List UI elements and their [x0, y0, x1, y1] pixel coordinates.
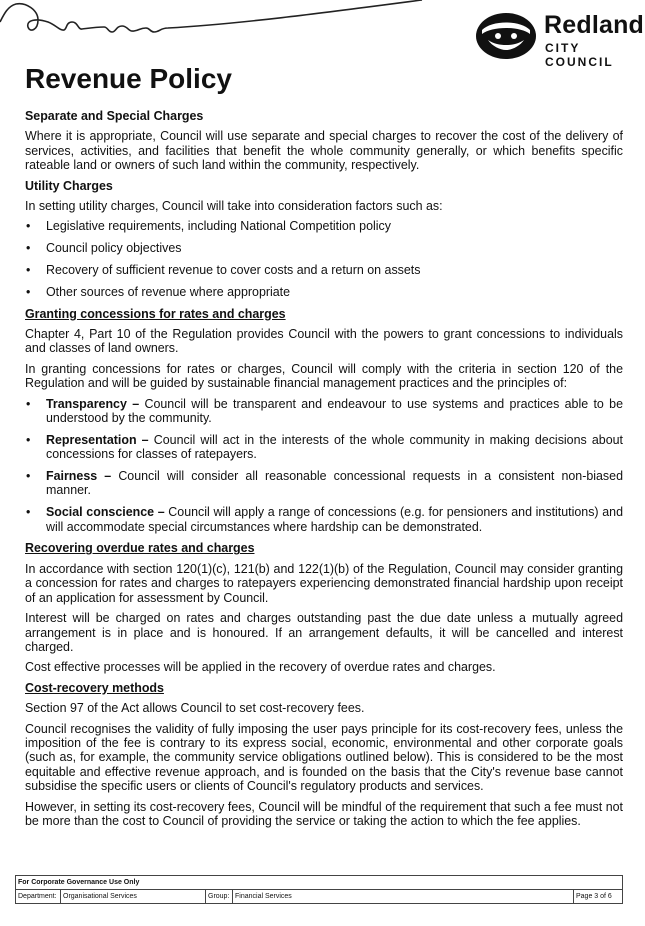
paragraph: Cost effective processes will be applied in the recovery of overdue rates and charges. [25, 660, 496, 675]
page-title: Revenue Policy [25, 63, 232, 94]
paragraph: In accordance with section 120(1)(c), 121(b) and 122(1)(b) of the Regulation, Council may consider granting a concession for rates and charges to ratepayers experiencing demonstrated financial hardship upon receipt of an application for assessment by Council. [25, 561, 623, 605]
principle-text: Council will apply a range of concessions (e.g. for pensioners and institutions) and will accommodate special circumstances where hardship can be demonstrated. [46, 505, 623, 534]
corporate-governance-footer [15, 875, 623, 904]
principles-list [25, 397, 623, 534]
paragraph: In setting utility charges, Council will take into consideration factors such as: [25, 199, 443, 214]
principle-term: Transparency – [46, 396, 140, 411]
paragraph: Interest will be charged on rates and charges outstanding past the due date unless a mutually agreed arrangement is in place and is honoured. If an arrangement defaults, it will be cancelled and interest charged. [25, 611, 623, 654]
list-item: • Recovery of sufficient revenue to cover costs and a return on assets [25, 263, 623, 277]
footer-title: For Corporate Governance Use Only [16, 876, 623, 890]
group-label: Group: [206, 890, 233, 904]
paragraph: In granting concessions for rates or charges, Council will comply with the criteria in section 120 of the Regulation and will be guided by sustainable financial management practices and the principles of: [25, 361, 623, 391]
principle-term: Social conscience – [46, 505, 165, 520]
section-heading-overdue: Recovering overdue rates and charges [25, 541, 255, 556]
utility-factors-list [25, 219, 623, 299]
section-heading-utility-charges: Utility Charges [25, 178, 113, 193]
principle-term: Representation – [46, 432, 149, 447]
page-number: Page 3 of 6 [574, 890, 623, 904]
paragraph: Council recognises the validity of fully imposing the user pays principle for its cost-recovery fees, unless the imposition of the fee is contrary to its express social, economic, environmental and other corporate goals (such as, for example, the community service obligations outlined below). This is considered to be the most equitable and effective revenue approach, and is founded on the basis that the City's revenue base cannot subsidise the specific users or clients of Council's regulatory products and services. [25, 721, 623, 794]
list-item [25, 469, 623, 498]
department-label: Department: [16, 890, 61, 904]
list-item: • Council policy objectives [25, 241, 623, 255]
logo-subtitle: CITY COUNCIL [545, 41, 614, 69]
section-heading-separate-charges: Separate and Special Charges [25, 109, 204, 123]
council-emblem-icon [474, 10, 538, 62]
section-heading-concessions: Granting concessions for rates and charges [25, 306, 286, 321]
paragraph: Where it is appropriate, Council will use separate and special charges to recover the cost of the delivery of services, activities, and facilities that benefit the whole community generally, or which benefits specific rateable land or owners of such land within the community, respectively. [25, 129, 623, 173]
principle-text: Council will consider all reasonable concessional requests in a consistent non-biased manner. [46, 469, 623, 498]
paragraph: Chapter 4, Part 10 of the Regulation provides Council with the powers to grant concessions to individuals and classes of land owners. [25, 327, 623, 356]
paragraph: Section 97 of the Act allows Council to set cost-recovery fees. [25, 701, 365, 716]
redland-city-council-logo [474, 10, 645, 69]
principle-text: Council will act in the interests of the whole community in making decisions about concessions for classes of ratepayers. [46, 432, 623, 462]
principle-text: Council will be transparent and endeavour to use systems and practices able to be understood by the community. [46, 396, 624, 426]
paragraph: However, in setting its cost-recovery fees, Council will be mindful of the requirement that such a fee must not be more than the cost to Council of providing the service or taking the action to which the fee applies. [25, 799, 623, 828]
section-heading-cost-recovery: Cost-recovery methods [25, 680, 164, 695]
document-body [25, 109, 623, 834]
list-item [25, 397, 623, 426]
list-item: • Other sources of revenue where appropriate [25, 285, 623, 299]
list-item [25, 433, 623, 462]
header-wave-decoration [0, 0, 440, 50]
department-value: Organisational Services [61, 890, 206, 904]
principle-term: Fairness – [46, 469, 112, 484]
logo-wordmark: Redland [544, 11, 645, 39]
list-item: • Legislative requirements, including National Competition policy [25, 219, 623, 233]
list-item [25, 505, 623, 534]
group-value: Financial Services [233, 890, 574, 904]
